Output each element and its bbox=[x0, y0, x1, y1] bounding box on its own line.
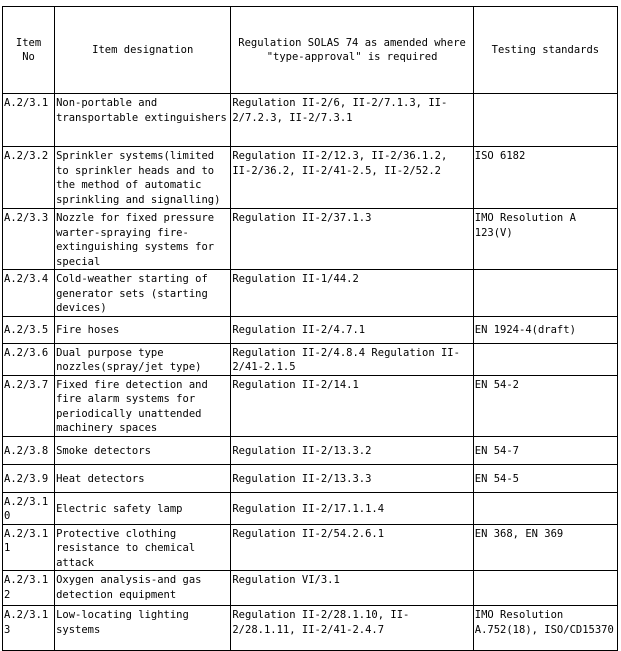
item-no-cell: A.2/3.13 bbox=[3, 606, 55, 651]
table-row bbox=[3, 147, 618, 209]
testing-cell: ISO 6182 bbox=[473, 147, 617, 209]
table-row bbox=[3, 492, 618, 524]
designation-cell: Cold-weather starting of generator sets (starting devices) bbox=[55, 270, 231, 317]
table-row bbox=[3, 375, 618, 436]
regulation-cell: Regulation II-2/12.3, II-2/36.1.2, II-2/36.2, II-2/41-2.5, II-2/52.2 bbox=[231, 147, 473, 209]
item-no-cell: A.2/3.11 bbox=[3, 524, 55, 571]
testing-cell: EN 54-7 bbox=[473, 436, 617, 464]
type-approval-table bbox=[2, 6, 618, 651]
testing-cell: IMO Resolution A.752(18), ISO/CD15370 bbox=[473, 606, 617, 651]
designation-cell: Sprinkler systems(limited to sprinkler heads and to the method of automatic sprinkling and signalling) bbox=[55, 147, 231, 209]
designation-cell: Oxygen analysis-and gas detection equipment bbox=[55, 571, 231, 606]
regulation-cell: Regulation II-2/13.3.2 bbox=[231, 436, 473, 464]
designation-cell: Protective clothing resistance to chemical attack bbox=[55, 524, 231, 571]
regulation-cell: Regulation II-2/37.1.3 bbox=[231, 209, 473, 270]
header-regulation: Regulation SOLAS 74 as amended where "type-approval" is required bbox=[231, 7, 473, 94]
regulation-cell: Regulation II-2/4.7.1 bbox=[231, 316, 473, 343]
table-row bbox=[3, 94, 618, 147]
testing-cell: IMO Resolution A 123(V) bbox=[473, 209, 617, 270]
testing-cell bbox=[473, 270, 617, 317]
designation-cell: Non-portable and transportable extinguishers bbox=[55, 94, 231, 147]
designation-cell: Electric safety lamp bbox=[55, 492, 231, 524]
designation-cell: Fire hoses bbox=[55, 316, 231, 343]
item-no-cell: A.2/3.6 bbox=[3, 343, 55, 375]
table-row bbox=[3, 270, 618, 317]
table-row bbox=[3, 209, 618, 270]
header-testing: Testing standards bbox=[473, 7, 617, 94]
item-no-cell: A.2/3.3 bbox=[3, 209, 55, 270]
header-item-no: Item No bbox=[3, 7, 55, 94]
item-no-cell: A.2/3.8 bbox=[3, 436, 55, 464]
testing-cell: EN 54-5 bbox=[473, 464, 617, 492]
item-no-cell: A.2/3.10 bbox=[3, 492, 55, 524]
item-no-cell: A.2/3.7 bbox=[3, 375, 55, 436]
testing-cell bbox=[473, 343, 617, 375]
designation-cell: Low-locating lighting systems bbox=[55, 606, 231, 651]
page bbox=[2, 6, 618, 651]
testing-cell bbox=[473, 492, 617, 524]
item-no-cell: A.2/3.9 bbox=[3, 464, 55, 492]
table-row bbox=[3, 606, 618, 651]
testing-cell: EN 1924-4(draft) bbox=[473, 316, 617, 343]
table-row bbox=[3, 343, 618, 375]
regulation-cell: Regulation II-2/14.1 bbox=[231, 375, 473, 436]
testing-cell: EN 368, EN 369 bbox=[473, 524, 617, 571]
table-row bbox=[3, 464, 618, 492]
item-no-cell: A.2/3.5 bbox=[3, 316, 55, 343]
testing-cell bbox=[473, 94, 617, 147]
regulation-cell: Regulation II-1/44.2 bbox=[231, 270, 473, 317]
item-no-cell: A.2/3.12 bbox=[3, 571, 55, 606]
item-no-cell: A.2/3.2 bbox=[3, 147, 55, 209]
designation-cell: Fixed fire detection and fire alarm systems for periodically unattended machinery spaces bbox=[55, 375, 231, 436]
designation-cell: Heat detectors bbox=[55, 464, 231, 492]
header-row bbox=[3, 7, 618, 94]
header-designation: Item designation bbox=[55, 7, 231, 94]
table-row bbox=[3, 524, 618, 571]
regulation-cell: Regulation VI/3.1 bbox=[231, 571, 473, 606]
item-no-cell: A.2/3.1 bbox=[3, 94, 55, 147]
regulation-cell: Regulation II-2/4.8.4 Regulation II-2/41-2.1.5 bbox=[231, 343, 473, 375]
table-row bbox=[3, 316, 618, 343]
regulation-cell: Regulation II-2/28.1.10, II-2/28.1.11, II-2/41-2.4.7 bbox=[231, 606, 473, 651]
designation-cell: Dual purpose type nozzles(spray/jet type) bbox=[55, 343, 231, 375]
regulation-cell: Regulation II-2/54.2.6.1 bbox=[231, 524, 473, 571]
table-row bbox=[3, 436, 618, 464]
designation-cell: Nozzle for fixed pressure warter-spraying fire-extinguishing systems for special bbox=[55, 209, 231, 270]
regulation-cell: Regulation II-2/13.3.3 bbox=[231, 464, 473, 492]
table-row bbox=[3, 571, 618, 606]
testing-cell bbox=[473, 571, 617, 606]
testing-cell: EN 54-2 bbox=[473, 375, 617, 436]
regulation-cell: Regulation II-2/17.1.1.4 bbox=[231, 492, 473, 524]
regulation-cell: Regulation II-2/6, II-2/7.1.3, II-2/7.2.3, II-2/7.3.1 bbox=[231, 94, 473, 147]
item-no-cell: A.2/3.4 bbox=[3, 270, 55, 317]
designation-cell: Smoke detectors bbox=[55, 436, 231, 464]
